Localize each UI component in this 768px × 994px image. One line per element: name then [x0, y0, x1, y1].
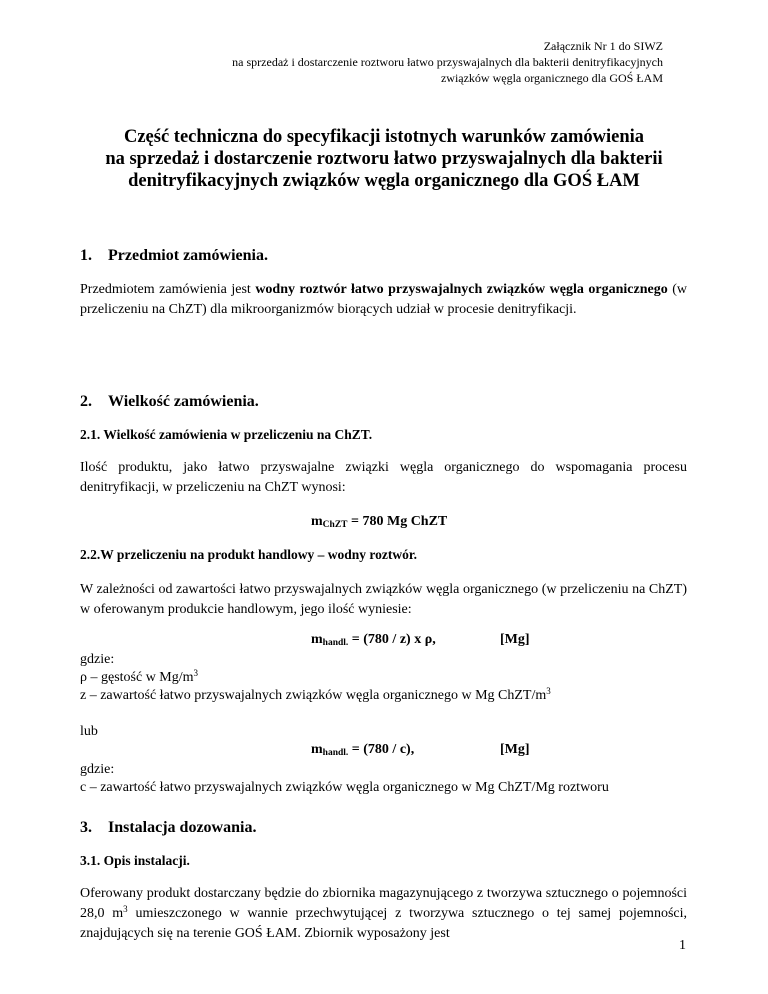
header-line-2: na sprzedaż i dostarczenie roztworu łatwo przyswajalnych dla bakterii denitryfikacyjnych	[232, 55, 663, 69]
section-3-text-a: Oferowany produkt dostarczany będzie do zbiornika magazynującego z tworzywa sztucznego o pojemności 28,0 m	[80, 886, 687, 921]
section-3-heading	[80, 818, 256, 838]
section-2-number: 2.	[80, 393, 92, 410]
section-3-number: 3.	[80, 819, 92, 836]
title-line-2: na sprzedaż i dostarczenie roztworu łatwo przyswajalnych dla bakterii	[105, 149, 663, 169]
subsection-2-1-text: Ilość produktu, jako łatwo przyswajalne związki węgla organicznego do wspomagania procesu denitryfikacji, w przeliczeniu na ChZT wynosi:	[80, 460, 687, 495]
formula-handl-z-rest: = (780 / z) x ρ,	[348, 632, 436, 647]
section-1-number: 1.	[80, 247, 92, 264]
z-definition	[80, 686, 700, 706]
section-2-heading	[80, 392, 259, 412]
z-definition-sup: 3	[546, 686, 551, 696]
section-3-paragraph	[80, 884, 687, 944]
rho-definition	[80, 668, 700, 688]
section-3-sup: 3	[123, 904, 128, 914]
page-number: 1	[679, 938, 686, 953]
or-label: lub	[80, 724, 98, 739]
subsection-2-2-heading: 2.2.W przeliczeniu na produkt handlowy – wodny roztwór.	[80, 547, 418, 562]
title-line-3: denitryfikacyjnych związków węgla organicznego dla GOŚ ŁAM	[128, 171, 640, 191]
formula-handl-c-sub: handl.	[322, 748, 349, 758]
title-line-1: Część techniczna do specyfikacji istotnych warunków zamówienia	[123, 127, 644, 147]
subsection-3-1-heading: 3.1. Opis instalacji.	[80, 853, 190, 868]
section-1-text-bold: wodny roztwór łatwo przyswajalnych związków węgla organicznego	[255, 282, 668, 297]
section-1-paragraph	[80, 280, 687, 320]
section-2-title: Wielkość zamówienia.	[108, 393, 259, 410]
c-definition: c – zawartość łatwo przyswajalnych związków węgla organicznego w Mg ChZT/Mg roztworu	[80, 780, 609, 795]
header-line-1: Załącznik Nr 1 do SIWZ	[543, 39, 663, 53]
formula-handl-z-sub: handl.	[322, 638, 349, 648]
z-definition-text: z – zawartość łatwo przyswajalnych związków węgla organicznego w Mg ChZT/m	[80, 688, 547, 703]
rho-definition-sup: 3	[193, 668, 199, 678]
section-3-text-b: umieszczonego w wannie przechwytującej z tworzywa sztucznego o tej samej pojemności, znajdujących się na terenie GOŚ ŁAM. Zbiornik wyposażony jest	[80, 906, 687, 941]
header-line-3: związków węgla organicznego dla GOŚ ŁAM	[440, 71, 663, 85]
section-1-text-a: Przedmiotem zamówienia jest	[80, 282, 256, 297]
formula-handl-c-rest: = (780 / c),	[348, 742, 415, 757]
document-title	[80, 126, 688, 192]
formula-chzt-sub: ChZT	[322, 520, 348, 530]
where-label-1: gdzie:	[80, 652, 115, 667]
rho-definition-text: ρ – gęstość w Mg/m	[80, 670, 194, 685]
attachment-header	[103, 38, 663, 86]
section-1-title: Przedmiot zamówienia.	[108, 247, 268, 264]
formula-handl-c-unit: [Mg]	[500, 742, 530, 757]
formula-handl-z-m: m	[311, 632, 323, 647]
formula-chzt	[311, 512, 447, 535]
formula-handl-z-unit: [Mg]	[500, 632, 530, 647]
subsection-2-2-text: W zależności od zawartości łatwo przyswajalnych związków węgla organicznego (w przeliczeniu na ChZT) w oferowanym produkcie handlowym, jego ilość wyniesie:	[80, 582, 687, 617]
formula-chzt-m: m	[311, 514, 323, 529]
section-3-title: Instalacja dozowania.	[108, 819, 257, 836]
formula-chzt-rest: = 780 Mg ChZT	[347, 514, 448, 529]
section-1-heading	[80, 246, 268, 266]
where-label-2: gdzie:	[80, 762, 115, 777]
subsection-2-1-heading: 2.1. Wielkość zamówienia w przeliczeniu na ChZT.	[80, 427, 373, 442]
formula-handl-c-m: m	[311, 742, 323, 757]
section-1-text-b: (w przeliczeniu na ChZT) dla mikroorganizmów biorących udział w procesie denitryfikacji.	[80, 282, 688, 317]
